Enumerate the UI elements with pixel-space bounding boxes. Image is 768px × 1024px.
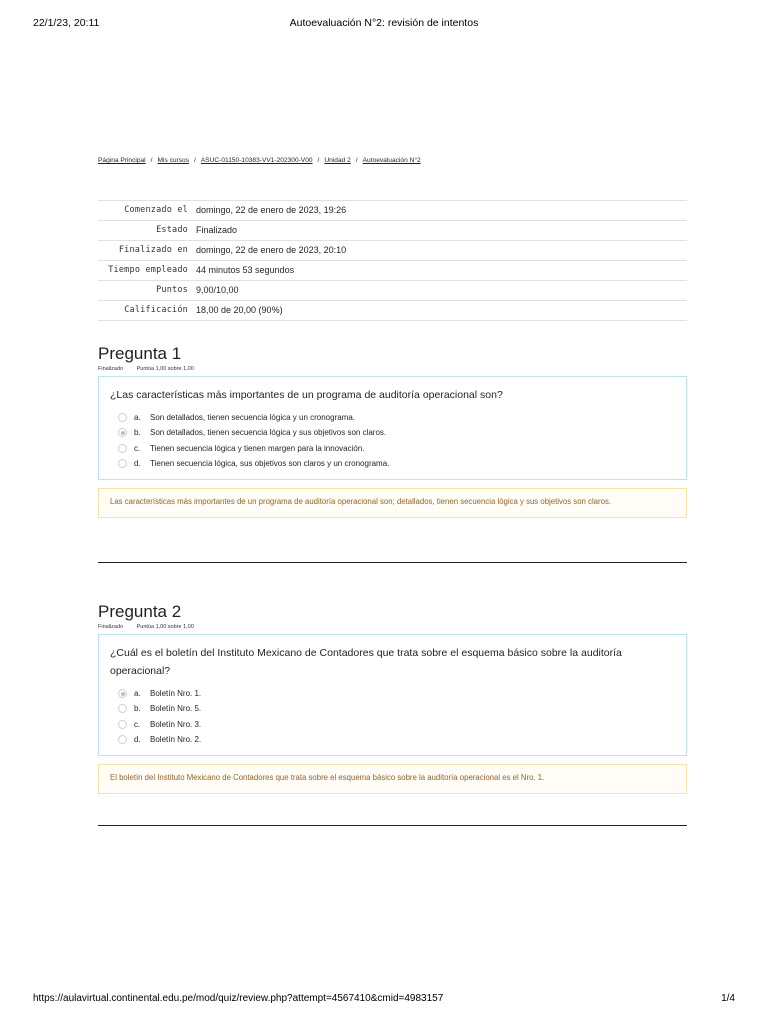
breadcrumb-quiz[interactable]: Autoevaluación N°2 bbox=[362, 157, 421, 164]
summary-label: Finalizado en bbox=[98, 241, 192, 261]
answer-text: Boletín Nro. 5. bbox=[150, 704, 202, 714]
general-feedback: Las características más importantes de un programa de auditoría operacional son; detallados, tienen secuencia lógica y sus objetivos son claros. bbox=[98, 488, 687, 518]
breadcrumb-unit[interactable]: Unidad 2 bbox=[324, 157, 351, 164]
summary-value: domingo, 22 de enero de 2023, 19:26 bbox=[192, 201, 687, 221]
answer-letter: b. bbox=[134, 428, 141, 438]
answer-option-c[interactable] bbox=[110, 441, 675, 456]
attempt-summary-table bbox=[98, 200, 687, 321]
summary-row bbox=[98, 261, 687, 281]
summary-label: Calificación bbox=[98, 301, 192, 321]
summary-value: 18,00 de 20,00 (90%) bbox=[192, 301, 687, 321]
answer-text: Boletín Nro. 2. bbox=[150, 734, 202, 744]
summary-row bbox=[98, 221, 687, 241]
radio-button[interactable] bbox=[118, 704, 127, 713]
question-info bbox=[98, 624, 687, 632]
summary-value: 9,00/10,00 bbox=[192, 281, 687, 301]
summary-label: Tiempo empleado bbox=[98, 261, 192, 281]
summary-label: Puntos bbox=[98, 281, 192, 301]
question-divider bbox=[98, 825, 687, 826]
answer-text: Boletín Nro. 1. bbox=[150, 689, 202, 698]
answer-option-c[interactable] bbox=[110, 717, 675, 732]
answer-letter: b. bbox=[134, 704, 141, 714]
question-2 bbox=[98, 602, 687, 794]
answer-letter: a. bbox=[134, 413, 141, 422]
answer-text: Son detallados, tienen secuencia lógica y sus objetivos son claros. bbox=[150, 428, 387, 438]
question-state: Finalizado bbox=[98, 366, 124, 372]
radio-button-selected[interactable] bbox=[118, 428, 127, 437]
general-feedback: El boletín del Instituto Mexicano de Contadores que trata sobre el esquema básico sobre la auditoría operacional es el Nro. 1. bbox=[98, 764, 687, 794]
summary-label: Estado bbox=[98, 221, 192, 241]
question-title: Pregunta 1 bbox=[98, 344, 182, 363]
radio-button[interactable] bbox=[118, 459, 127, 468]
summary-value: 44 minutos 53 segundos bbox=[192, 261, 687, 281]
question-box bbox=[98, 634, 687, 756]
question-1 bbox=[98, 344, 687, 518]
answer-option-a[interactable] bbox=[110, 410, 675, 425]
summary-row bbox=[98, 241, 687, 261]
summary-label: Comenzado el bbox=[98, 201, 192, 221]
question-grade: Puntúa 1,00 sobre 1,00 bbox=[136, 624, 194, 630]
answer-option-a[interactable] bbox=[110, 686, 675, 701]
breadcrumb-separator: / bbox=[194, 157, 196, 164]
question-grade: Puntúa 1,00 sobre 1,00 bbox=[136, 366, 194, 372]
radio-button[interactable] bbox=[118, 413, 127, 422]
answer-option-d[interactable] bbox=[110, 456, 675, 471]
radio-button[interactable] bbox=[118, 444, 127, 453]
answer-text: Tienen secuencia lógica, sus objetivos son claros y un cronograma. bbox=[150, 458, 390, 468]
answer-text: Boletín Nro. 3. bbox=[150, 719, 202, 729]
summary-value: Finalizado bbox=[192, 221, 687, 241]
answer-letter: a. bbox=[134, 689, 141, 698]
breadcrumb-separator: / bbox=[355, 157, 358, 164]
answer-option-b[interactable] bbox=[110, 425, 675, 440]
answer-option-d[interactable] bbox=[110, 732, 675, 747]
answer-letter: c. bbox=[134, 719, 141, 729]
question-text: ¿Las características más importantes de un programa de auditoría operacional son? bbox=[110, 389, 503, 401]
question-text: ¿Cuál es el boletín del Instituto Mexicano de Contadores que trata sobre el esquema básico sobre la auditoría operacional? bbox=[110, 647, 622, 677]
question-box bbox=[98, 376, 687, 480]
summary-row bbox=[98, 281, 687, 301]
question-title: Pregunta 2 bbox=[98, 602, 182, 621]
summary-row bbox=[98, 201, 687, 221]
page-number: 1/4 bbox=[721, 993, 735, 1004]
breadcrumb-my-courses[interactable]: Mis cursos bbox=[157, 157, 190, 164]
print-title: Autoevaluación N°2: revisión de intentos bbox=[289, 17, 479, 29]
print-url: https://aulavirtual.continental.edu.pe/mod/quiz/review.php?attempt=4567410&cmid=4983157 bbox=[33, 993, 444, 1004]
radio-button[interactable] bbox=[118, 720, 127, 729]
print-date: 22/1/23, 20:11 bbox=[33, 17, 100, 29]
radio-button[interactable] bbox=[118, 735, 127, 744]
breadcrumb-course[interactable]: ASUC-01150-10383-VV1-202300-V00 bbox=[200, 157, 313, 164]
answer-text: Tienen secuencia lógica y tienen margen para la innovación. bbox=[150, 443, 365, 453]
question-info bbox=[98, 366, 687, 374]
answer-letter: c. bbox=[134, 443, 141, 453]
question-divider bbox=[98, 562, 687, 563]
breadcrumb bbox=[98, 157, 421, 164]
breadcrumb-separator: / bbox=[317, 157, 320, 164]
radio-button-selected[interactable] bbox=[118, 689, 127, 698]
answer-option-b[interactable] bbox=[110, 701, 675, 716]
answer-letter: d. bbox=[134, 458, 141, 468]
breadcrumb-home[interactable]: Página Principal bbox=[98, 157, 146, 164]
summary-row bbox=[98, 301, 687, 321]
summary-value: domingo, 22 de enero de 2023, 20:10 bbox=[192, 241, 687, 261]
answer-letter: d. bbox=[134, 734, 141, 744]
question-state: Finalizado bbox=[98, 624, 124, 630]
answer-text: Son detallados, tienen secuencia lógica y un cronograma. bbox=[150, 413, 356, 422]
breadcrumb-separator: / bbox=[150, 157, 153, 164]
